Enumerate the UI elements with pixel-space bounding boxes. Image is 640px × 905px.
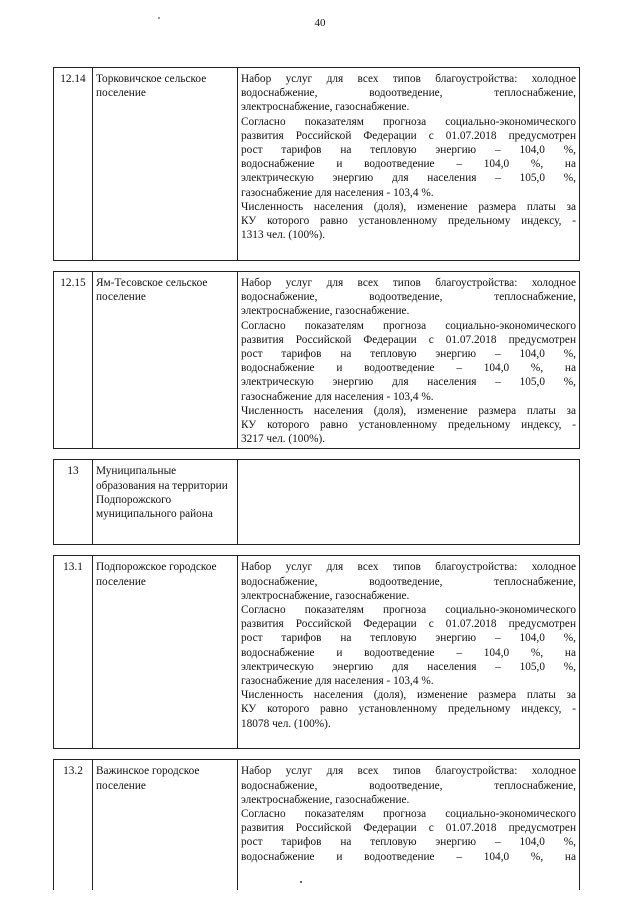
description-line: Численность населения (доля), изменение размера платы за — [241, 200, 576, 213]
description-line: рост тарифов на тепловую энергию – 104,0 %, — [241, 836, 576, 849]
description-line: 3217 чел. (100%). — [241, 433, 326, 446]
description-line: электроснабжение, газоснабжение. — [241, 589, 410, 602]
table-row — [54, 556, 580, 749]
row-number: 12.15 — [54, 272, 93, 449]
municipality-name: Важинское городское поселение — [93, 760, 238, 890]
description-line: водоснабжение, водоотведение, теплоснабжение, — [241, 779, 576, 792]
row-gap-cell — [54, 449, 580, 460]
description-line: Набор услуг для всех типов благоустройства: холодное — [241, 561, 576, 574]
description-line: газоснабжение для населения - 103,4 %. — [241, 675, 434, 688]
description-line: Согласно показателям прогноза социально-экономического — [241, 115, 576, 128]
table-row — [54, 460, 580, 545]
description-line: водоснабжение и водоотведение – 104,0 %, на — [241, 362, 576, 375]
tariff-description — [238, 68, 580, 261]
row-gap — [54, 449, 580, 460]
row-gap-cell — [54, 261, 580, 272]
description-line: развития Российской Федерации с 01.07.2018 предусмотрен — [241, 618, 576, 631]
tariff-description — [238, 272, 580, 449]
description-line: газоснабжение для населения - 103,4 %. — [241, 390, 434, 403]
municipality-name: Подпорожское городское поселение — [93, 556, 238, 749]
page-number: 40 — [314, 17, 326, 29]
row-number: 13 — [54, 460, 93, 545]
description-line: развития Российской Федерации с 01.07.2018 предусмотрен — [241, 333, 576, 346]
row-number: 12.14 — [54, 68, 93, 261]
description-line: газоснабжение для населения - 103,4 %. — [241, 186, 434, 199]
description-line: водоснабжение, водоотведение, теплоснабжение, — [241, 87, 576, 100]
table-row — [54, 68, 580, 261]
description-line: 18078 чел. (100%). — [241, 717, 331, 730]
description-line: КУ которого равно установленному предельному индексу, - — [241, 703, 576, 716]
description-line: электрическую энергию для населения – 105,0 %, — [241, 660, 576, 673]
description-line: развития Российской Федерации с 01.07.2018 предусмотрен — [241, 129, 576, 142]
scan-speck — [300, 881, 302, 883]
row-gap-cell — [54, 545, 580, 556]
description-line: рост тарифов на тепловую энергию – 104,0 %, — [241, 144, 576, 157]
row-gap — [54, 261, 580, 272]
municipality-name: Торковичское сельское поселение — [93, 68, 238, 261]
scan-speck — [158, 17, 160, 19]
description-line: водоснабжение и водоотведение – 104,0 %, на — [241, 158, 576, 171]
tariff-table — [53, 67, 580, 890]
row-gap — [54, 749, 580, 760]
description-line: рост тарифов на тепловую энергию – 104,0 %, — [241, 348, 576, 361]
description-line: Набор услуг для всех типов благоустройства: холодное — [241, 765, 576, 778]
municipality-name: Муниципальные образования на территории Подпорожского муниципального района — [93, 460, 238, 545]
row-number: 13.1 — [54, 556, 93, 749]
tariff-description — [238, 460, 580, 545]
row-number: 13.2 — [54, 760, 93, 890]
description-line: рост тарифов на тепловую энергию – 104,0 %, — [241, 632, 576, 645]
tariff-description — [238, 760, 580, 890]
table-row — [54, 760, 580, 890]
description-line: Согласно показателям прогноза социально-экономического — [241, 604, 576, 617]
description-line: Согласно показателям прогноза социально-экономического — [241, 808, 576, 821]
description-line: водоснабжение и водоотведение – 104,0 %, на — [241, 850, 576, 863]
table-body — [54, 68, 580, 890]
tariff-description — [238, 556, 580, 749]
row-gap — [54, 545, 580, 556]
description-line: КУ которого равно установленному предельному индексу, - — [241, 215, 576, 228]
description-line: Численность населения (доля), изменение размера платы за — [241, 689, 576, 702]
description-line: электроснабжение, газоснабжение. — [241, 101, 410, 114]
table-row — [54, 272, 580, 449]
description-line: электроснабжение, газоснабжение. — [241, 793, 410, 806]
description-line: водоснабжение, водоотведение, теплоснабжение, — [241, 291, 576, 304]
description-line: КУ которого равно установленному предельному индексу, - — [241, 419, 576, 432]
description-line: электрическую энергию для населения – 105,0 %, — [241, 172, 576, 185]
description-line: электроснабжение, газоснабжение. — [241, 305, 410, 318]
row-gap-cell — [54, 749, 580, 760]
description-line: развития Российской Федерации с 01.07.2018 предусмотрен — [241, 822, 576, 835]
description-line: Численность населения (доля), изменение размера платы за — [241, 404, 576, 417]
description-line: 1313 чел. (100%). — [241, 229, 326, 242]
description-line: электрическую энергию для населения – 105,0 %, — [241, 376, 576, 389]
description-line: Набор услуг для всех типов благоустройства: холодное — [241, 73, 576, 85]
description-line: Согласно показателям прогноза социально-экономического — [241, 319, 576, 332]
description-line: водоснабжение, водоотведение, теплоснабжение, — [241, 575, 576, 588]
municipality-name: Ям-Тесовское сельское поселение — [93, 272, 238, 449]
description-line: Набор услуг для всех типов благоустройства: холодное — [241, 277, 576, 289]
description-line: водоснабжение и водоотведение – 104,0 %, на — [241, 646, 576, 659]
